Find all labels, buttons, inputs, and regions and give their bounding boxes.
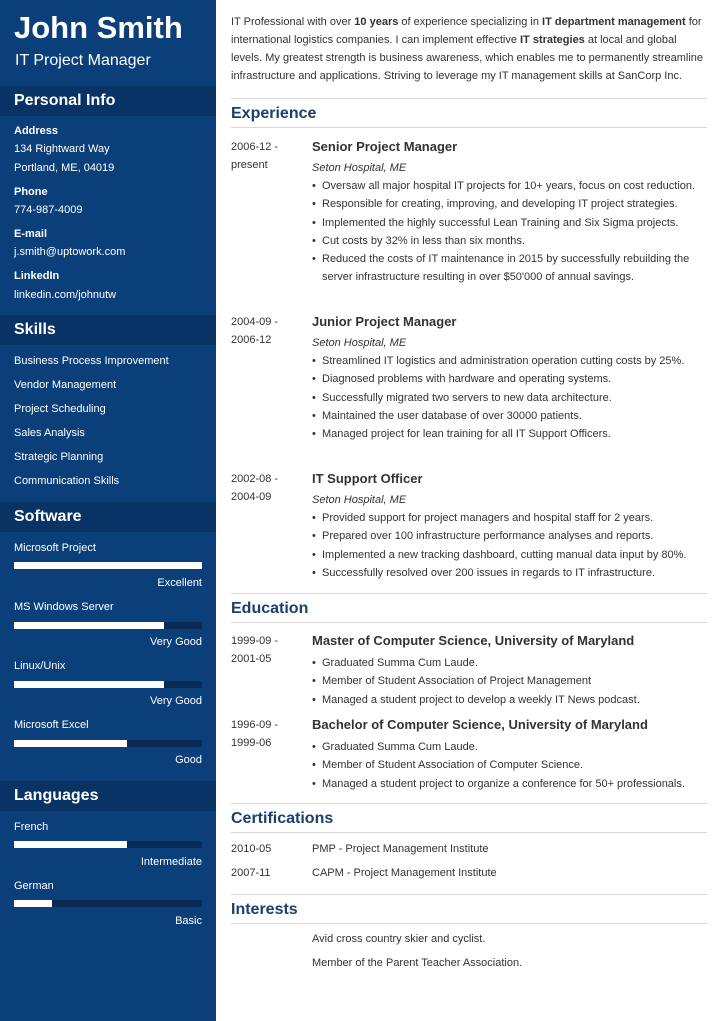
list-item: • Member of Student Association of Project Management bbox=[312, 672, 707, 690]
profile-summary bbox=[231, 13, 707, 85]
list-item: • Managed a student project to develop a weekly IT News podcast. bbox=[312, 691, 707, 709]
experience-title: Senior Project Manager bbox=[312, 139, 458, 154]
skill-item: Project Scheduling bbox=[14, 403, 106, 415]
date-end: 2001-05 bbox=[231, 653, 272, 665]
software-level: Good bbox=[175, 754, 202, 766]
list-item: • Member of Student Association of Computer Science. bbox=[312, 756, 707, 774]
experience-company: Seton Hospital, ME bbox=[312, 337, 407, 349]
software-level: Very Good bbox=[150, 636, 202, 648]
experience-bullets bbox=[312, 509, 707, 582]
sidebar bbox=[0, 0, 216, 1021]
list-item: • Maintained the user database of over 30000 patients. bbox=[312, 407, 707, 425]
education-title: Bachelor of Computer Science, University of Maryland bbox=[312, 717, 648, 732]
phone-label: Phone bbox=[14, 186, 48, 198]
certifications-heading: Certifications bbox=[231, 803, 707, 833]
software-name: Microsoft Excel bbox=[14, 719, 89, 731]
language-name: German bbox=[14, 880, 54, 892]
date-end: 1999-06 bbox=[231, 737, 272, 749]
education-bullets bbox=[312, 738, 707, 793]
certification-name: PMP - Project Management Institute bbox=[312, 843, 489, 855]
software-name: MS Windows Server bbox=[14, 601, 114, 613]
personal-info-heading: Personal Info bbox=[0, 86, 216, 116]
language-name: French bbox=[14, 821, 49, 833]
date-end: 2004-09 bbox=[231, 491, 272, 503]
date-start: 1996-09 - bbox=[231, 719, 279, 731]
skills-heading: Skills bbox=[0, 315, 216, 345]
address-label: Address bbox=[14, 125, 59, 137]
list-item: • Graduated Summa Cum Laude. bbox=[312, 654, 707, 672]
language-level: Basic bbox=[175, 915, 202, 927]
software-level-fill bbox=[14, 740, 127, 747]
education-date bbox=[231, 716, 307, 752]
list-item: • Successfully resolved over 200 issues in regards to IT infrastructure. bbox=[312, 564, 707, 582]
list-item: • Managed a student project to organize a conference for 50+ professionals. bbox=[312, 775, 707, 793]
languages-heading: Languages bbox=[0, 781, 216, 811]
list-item: • Streamlined IT logistics and administration operation cutting costs by 25%. bbox=[312, 352, 707, 370]
list-item: • Implemented the highly successful Lean Training and Six Sigma projects. bbox=[312, 214, 707, 232]
list-item: • Prepared over 100 infrastructure performance analyses and reports. bbox=[312, 527, 707, 545]
list-item: • Reduced the costs of IT maintenance in 2015 by successfully rebuilding the server infrastructure resulting in over $50'000 of annual savings. bbox=[312, 250, 707, 287]
experience-company: Seton Hospital, ME bbox=[312, 494, 407, 506]
software-name: Linux/Unix bbox=[14, 660, 66, 672]
date-start: 2002-08 - bbox=[231, 473, 279, 485]
skill-item: Strategic Planning bbox=[14, 451, 104, 463]
education-date bbox=[231, 632, 307, 668]
software-name: Microsoft Project bbox=[14, 542, 96, 554]
date-end: 2006-12 bbox=[231, 334, 272, 346]
education-heading: Education bbox=[231, 593, 707, 623]
candidate-name: John Smith bbox=[14, 10, 183, 45]
software-level-bar bbox=[14, 740, 202, 747]
summary-text: IT Professional with over bbox=[231, 16, 355, 28]
experience-title: Junior Project Manager bbox=[312, 314, 457, 329]
address-line2: Portland, ME, 04019 bbox=[14, 162, 115, 174]
software-level: Very Good bbox=[150, 695, 202, 707]
email-value[interactable]: j.smith@uptowork.com bbox=[14, 246, 126, 258]
candidate-job-title: IT Project Manager bbox=[15, 52, 151, 69]
date-start: 1999-09 - bbox=[231, 635, 279, 647]
software-level-bar bbox=[14, 562, 202, 569]
experience-date bbox=[231, 313, 307, 349]
software-level-fill bbox=[14, 681, 164, 688]
language-level-bar bbox=[14, 900, 202, 907]
skill-item: Business Process Improvement bbox=[14, 355, 169, 367]
language-level-fill bbox=[14, 841, 127, 848]
summary-text: of experience specializing in bbox=[398, 16, 543, 28]
address-line1: 134 Rightward Way bbox=[14, 143, 110, 155]
email-label: E-mail bbox=[14, 228, 48, 240]
education-title: Master of Computer Science, University of Maryland bbox=[312, 633, 635, 648]
interest-item: Avid cross country skier and cyclist. bbox=[312, 933, 486, 945]
experience-heading: Experience bbox=[231, 98, 707, 128]
experience-bullets bbox=[312, 177, 707, 287]
list-item: • Successfully migrated two servers to new data architecture. bbox=[312, 389, 707, 407]
date-end: present bbox=[231, 159, 268, 171]
experience-title: IT Support Officer bbox=[312, 471, 423, 486]
phone-value: 774-987-4009 bbox=[14, 204, 83, 216]
experience-date bbox=[231, 138, 307, 174]
date-start: 2004-09 - bbox=[231, 316, 279, 328]
software-heading: Software bbox=[0, 502, 216, 532]
software-level-bar bbox=[14, 622, 202, 629]
experience-date bbox=[231, 470, 307, 506]
list-item: • Implemented a new tracking dashboard, cutting manual data input by 80%. bbox=[312, 546, 707, 564]
software-level-bar bbox=[14, 681, 202, 688]
summary-highlight: IT strategies bbox=[520, 34, 585, 46]
interest-item: Member of the Parent Teacher Association. bbox=[312, 957, 523, 969]
certification-date: 2010-05 bbox=[231, 843, 272, 855]
date-start: 2006-12 - bbox=[231, 141, 279, 153]
experience-bullets bbox=[312, 352, 707, 443]
language-level: Intermediate bbox=[140, 856, 202, 868]
list-item: • Graduated Summa Cum Laude. bbox=[312, 738, 707, 756]
skill-item: Sales Analysis bbox=[14, 427, 85, 439]
summary-highlight: 10 years bbox=[354, 16, 399, 28]
software-level: Excellent bbox=[157, 577, 202, 589]
certification-date: 2007-11 bbox=[231, 867, 271, 879]
list-item: • Cut costs by 32% in less than six months. bbox=[312, 232, 707, 250]
skill-item: Communication Skills bbox=[14, 475, 120, 487]
language-level-bar bbox=[14, 841, 202, 848]
list-item: • Oversaw all major hospital IT projects for 10+ years, focus on cost reduction. bbox=[312, 177, 707, 195]
summary-text: for international logistics companies. I can implement effective bbox=[231, 16, 702, 46]
education-bullets bbox=[312, 654, 707, 709]
summary-highlight: IT department management bbox=[542, 16, 686, 28]
language-level-fill bbox=[14, 900, 52, 907]
linkedin-value[interactable]: linkedin.com/johnutw bbox=[14, 289, 117, 301]
list-item: • Managed project for lean training for all IT Support Officers. bbox=[312, 425, 707, 443]
linkedin-label: LinkedIn bbox=[14, 270, 60, 282]
software-level-fill bbox=[14, 622, 164, 629]
list-item: • Diagnosed problems with hardware and operating systems. bbox=[312, 370, 707, 388]
experience-company: Seton Hospital, ME bbox=[312, 162, 407, 174]
summary-text: at local and global levels. My greatest strength is business awareness, which enables me to permanently streamline infrastructure and applications. Striving to leverage my IT management skills at SanCorp Inc. bbox=[231, 34, 704, 82]
skill-item: Vendor Management bbox=[14, 379, 117, 391]
certification-name: CAPM - Project Management Institute bbox=[312, 867, 497, 879]
list-item: • Responsible for creating, improving, and developing IT project strategies. bbox=[312, 195, 707, 213]
list-item: • Provided support for project managers and hospital staff for 2 years. bbox=[312, 509, 707, 527]
software-level-fill bbox=[14, 562, 202, 569]
interests-heading: Interests bbox=[231, 894, 707, 924]
